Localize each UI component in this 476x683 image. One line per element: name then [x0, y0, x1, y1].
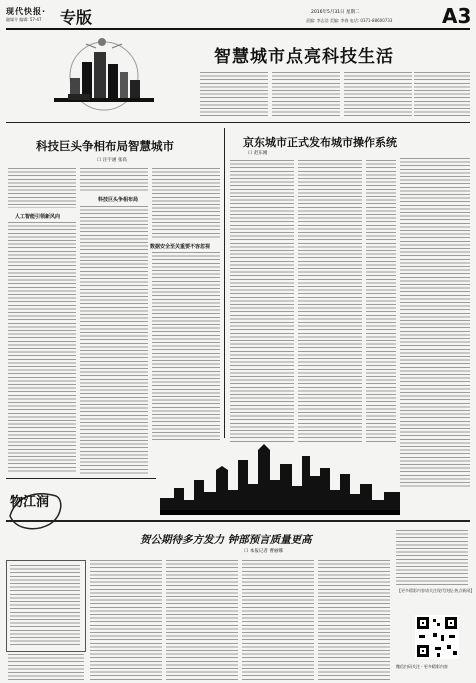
left-col-3a	[152, 168, 220, 238]
paper-name: 现代快报·	[6, 7, 47, 16]
left-col-3b	[152, 252, 220, 442]
bottom-col-3	[242, 560, 314, 680]
mid-col-3	[366, 160, 396, 442]
bottom-col-5	[396, 530, 468, 586]
bottom-article-byline: 口 本报记者 曹丽娜	[244, 549, 283, 554]
intro-box-text	[10, 565, 80, 645]
divider-top	[6, 122, 470, 123]
skyline-illustration	[160, 440, 400, 515]
bottom-col-0	[8, 654, 84, 680]
left-article-title: 科技巨头争相布局智慧城市	[36, 139, 174, 153]
left-col-2b	[80, 206, 148, 474]
left-col-1a	[8, 168, 76, 208]
mid-col-2	[298, 160, 362, 442]
subhead-giants: 科技巨头争相布局	[98, 197, 139, 203]
intro-text-col-4	[414, 72, 470, 116]
intro-text-col-2	[272, 72, 340, 116]
qr-code-icon[interactable]	[415, 615, 459, 659]
intro-text-col-3	[344, 72, 412, 116]
left-article-byline: 口 汪宇涵 张高	[97, 158, 127, 163]
editors-line: 责编: 李志浩 美编: 李春 电话: 0371-88600733	[306, 18, 393, 23]
bottom-col-2	[166, 560, 238, 680]
left-col-2a	[80, 168, 148, 192]
left-col-1b	[8, 222, 76, 474]
column-divider	[224, 128, 225, 438]
bottom-article-title: 贺公期待多方发力 钟部预言质量更高	[140, 534, 312, 546]
qr-caption: 微信扫码关注 · 更多精彩内容	[396, 664, 448, 669]
smart-city-illustration	[34, 34, 174, 112]
intro-text-col-1	[200, 72, 268, 116]
column-badge: 物江润	[10, 495, 50, 510]
mid-col-1	[230, 160, 294, 442]
divider-bottom	[6, 520, 470, 522]
date-line: 2016年5月31日 星期二	[311, 10, 360, 15]
mid-article-byline: 口 赵东刚	[248, 151, 268, 156]
subhead-ai: 人工智能引领新风向	[15, 214, 61, 220]
bottom-col-4	[318, 560, 390, 680]
paper-meta: 融媒介 编辑: 57-47	[6, 17, 42, 22]
bottom-col-1	[90, 560, 162, 680]
section-title: 专版	[60, 8, 93, 27]
mid-article-title: 京东城市正式发布城市操作系统	[243, 136, 397, 149]
divider-left-bottom	[6, 478, 156, 479]
subhead-data-security: 数据安全至关重要不容忽视	[150, 244, 211, 250]
right-col	[400, 158, 470, 488]
promo-text: 【更多精彩内容请关注现代快报·热点新闻】	[397, 588, 475, 593]
masthead	[6, 4, 470, 30]
main-title: 智慧城市点亮科技生活	[214, 47, 394, 67]
page-number: A3	[442, 4, 472, 28]
